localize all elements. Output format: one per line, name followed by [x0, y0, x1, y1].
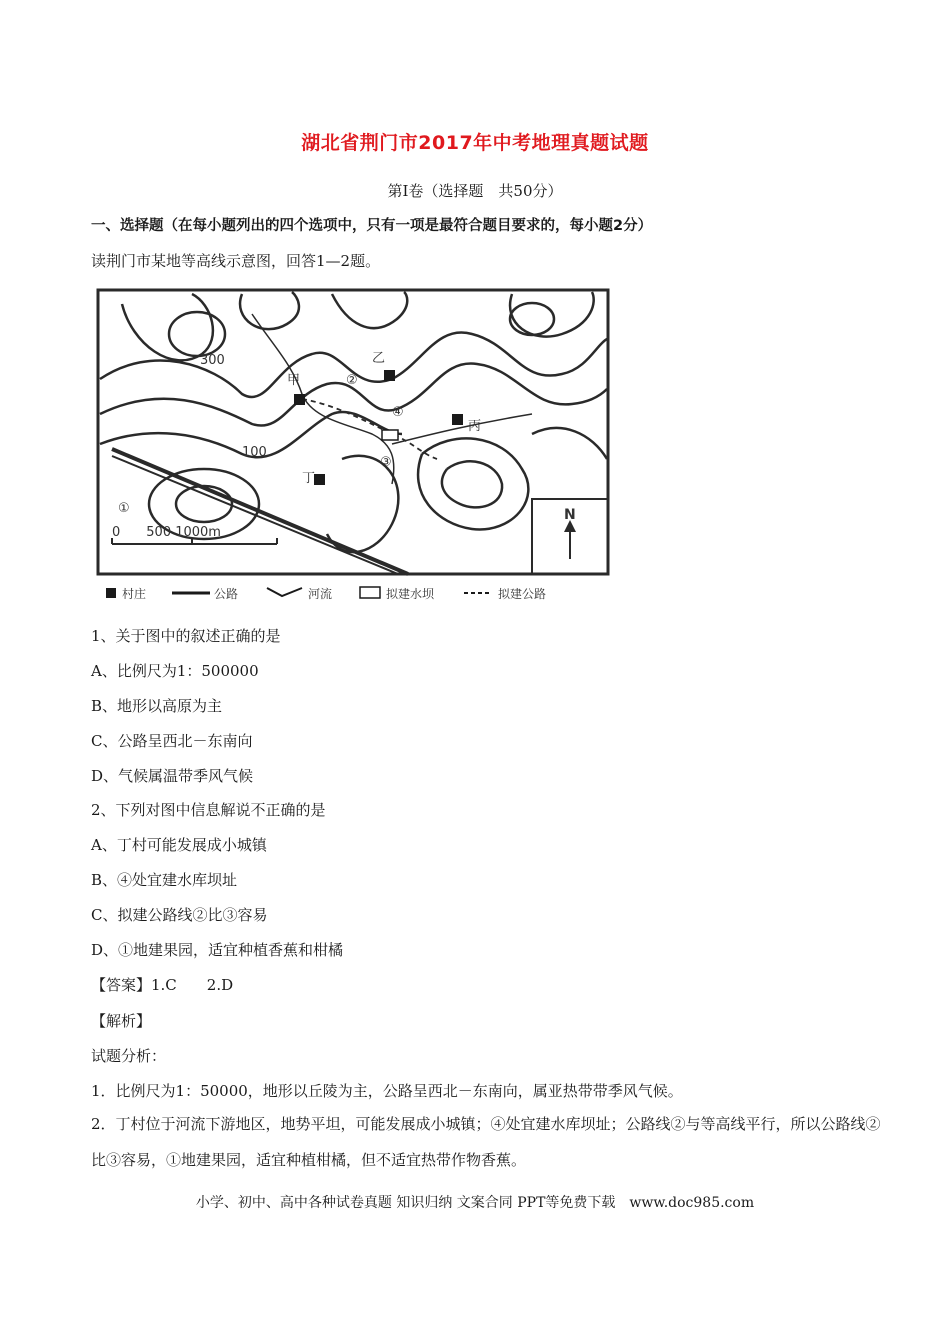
place-label: 丁: [302, 471, 316, 486]
legend-item: 拟建水坝: [386, 587, 435, 601]
number-label: ③: [380, 455, 392, 470]
village-marker: [294, 394, 305, 405]
village-marker: [384, 370, 395, 381]
legend-river-icon: [267, 588, 302, 596]
contour-label: 300: [200, 353, 225, 368]
analysis-point-2: 2．丁村位于河流下游地区，地势平坦，可能发展成小城镇；④处宜建水库坝址；公路线②与等高线平行，所以公路线②比③容易，①地建果园，适宜种植柑橘，但不适宜热带作物香蕉。: [91, 1115, 881, 1169]
question-1-option-a: A、比例尺为1：500000: [91, 662, 259, 680]
intro-text: 读荆门市某地等高线示意图，回答1—2题。: [91, 252, 381, 270]
document-title: 湖北省荆门市2017年中考地理真题试题: [301, 132, 649, 154]
question-1-option-b: B、地形以高原为主: [91, 697, 223, 715]
question-2-option-b: B、④处宜建水库坝址: [91, 871, 238, 889]
number-label: ①: [118, 501, 130, 516]
contour-map: [92, 284, 648, 608]
legend-village-icon: [106, 588, 116, 598]
legend-item: 公路: [214, 587, 239, 601]
analysis-point-1: 1．比例尺为1：50000，地形以丘陵为主，公路呈西北－东南向，属亚热带带季风气候。: [91, 1082, 683, 1100]
place-label: 丙: [468, 419, 482, 434]
village-marker: [314, 474, 325, 485]
paper-section-subtitle: 第Ⅰ卷（选择题 共50分）: [387, 182, 563, 200]
analysis-label: 试题分析：: [91, 1047, 167, 1065]
legend-dam-icon: [360, 587, 380, 598]
section-heading: 一、选择题（在每小题列出的四个选项中，只有一项是最符合题目要求的，每小题2分）: [91, 218, 653, 234]
scale-text: 0 500 1000m: [112, 525, 221, 540]
page-footer: 小学、初中、高中各种试卷真题 知识归纳 文案合同 PPT等免费下载 www.doc985.com: [195, 1195, 755, 1211]
analysis-heading: 【解析】: [91, 1012, 152, 1030]
number-label: ②: [346, 373, 358, 388]
contour-label: 100: [242, 445, 267, 460]
answer-line: 【答案】1.C 2.D: [91, 976, 234, 994]
question-2-stem: 2、下列对图中信息解说不正确的是: [91, 801, 326, 819]
question-1-stem: 1、关于图中的叙述正确的是: [91, 627, 281, 645]
number-label: ④: [392, 405, 404, 420]
village-marker: [452, 414, 463, 425]
question-2-option-c: C、拟建公路线②比③容易: [91, 906, 268, 924]
legend-item: 河流: [308, 587, 333, 601]
place-label: 甲: [287, 373, 301, 388]
dam-marker: [382, 430, 398, 440]
question-2-option-d: D、①地建果园，适宜种植香蕉和柑橘: [91, 941, 344, 959]
question-1-option-c: C、公路呈西北－东南向: [91, 732, 253, 750]
legend-item: 拟建公路: [498, 587, 547, 601]
contour-map-figure: [92, 284, 648, 608]
legend-item: 村庄: [122, 587, 147, 601]
question-2-option-a: A、丁村可能发展成小城镇: [91, 836, 267, 854]
question-1-option-d: D、气候属温带季风气候: [91, 767, 254, 785]
place-label: 乙: [372, 351, 386, 366]
north-label: N: [564, 507, 576, 523]
